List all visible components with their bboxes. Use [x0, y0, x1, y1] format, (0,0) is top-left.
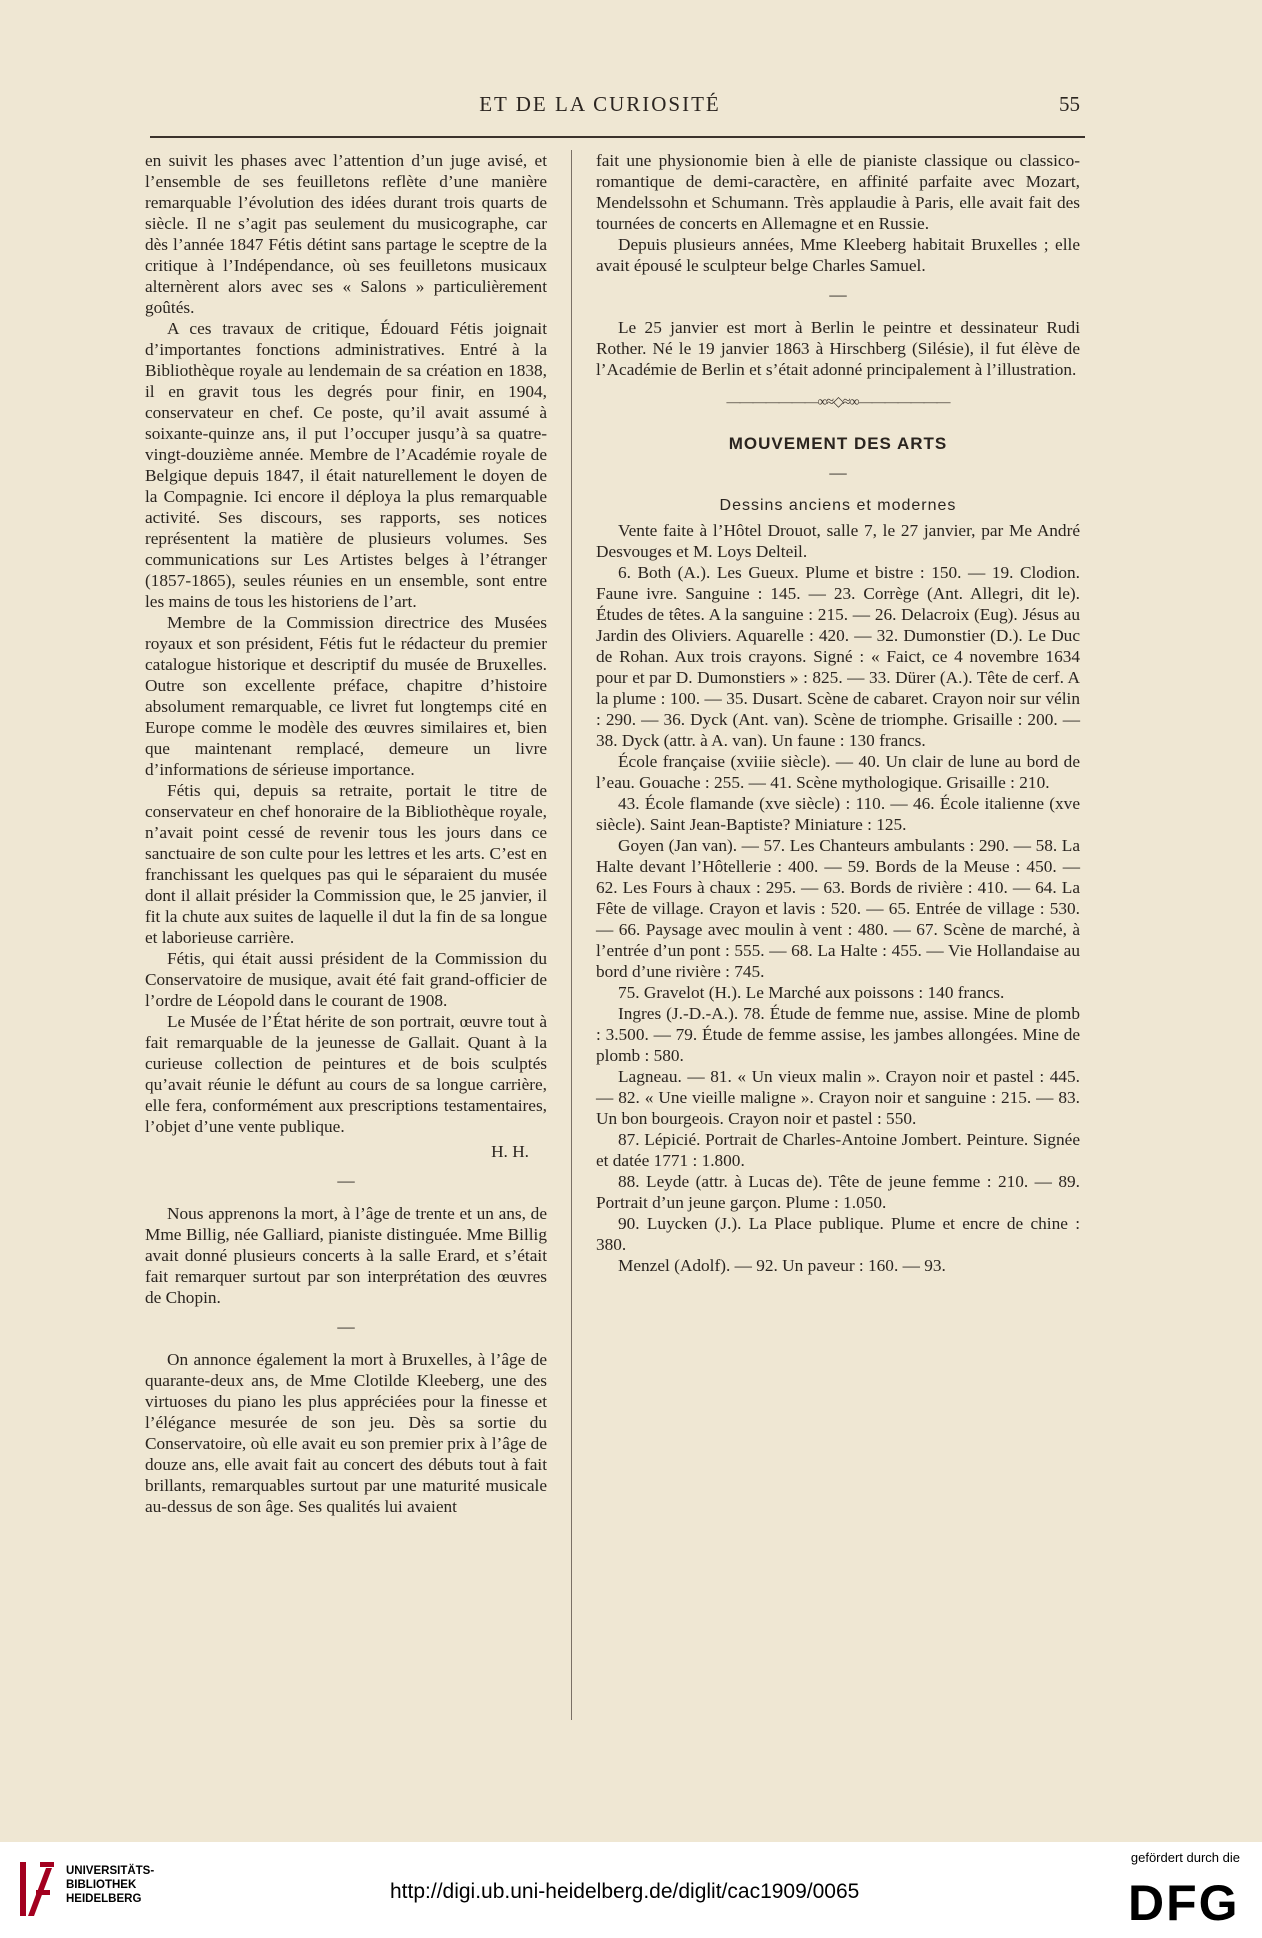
running-title: ET DE LA CURIOSITÉ [479, 92, 721, 116]
paragraph: Membre de la Commission directrice des Musées royaux et son président, Fétis fut le rédacteur du premier catalogue historique et descriptif du musée de Bruxelles. Outre son excellente préface, chapitre d’histoire absolument remarquable, ce livret fut longtemps cité en Europe comme le modèle des œuvres similaires et, bien que maintenant remplacé, demeure un livre d’informations de sérieuse importance. [145, 613, 547, 779]
paragraph: Le 25 janvier est mort à Berlin le peintre et dessinateur Rudi Rother. Né le 19 janvier 1863 à Hirschberg (Silésie), il fut élève de l’Académie de Berlin et s’était adonné principalement à l’illustration. [596, 318, 1080, 379]
paragraph: Nous apprenons la mort, à l’âge de trente et un ans, de Mme Billig, née Galliard, pianiste distinguée. Mme Billig avait donné plusieurs concerts à la salle Erard, et s’était fait remarquer surtout par son interprétation des œuvres de Chopin. [145, 1204, 547, 1307]
left-column [145, 150, 547, 1517]
separator: — [337, 1171, 355, 1190]
svg-text:DFG: DFG [1128, 1876, 1240, 1926]
header-rule [150, 136, 1085, 138]
sale-entry: 87. Lépicié. Portrait de Charles-Antoine Jombert. Peinture. Signée et datée 1771 : 1.800. [596, 1130, 1080, 1170]
column-divider [571, 150, 572, 1720]
page-number: 55 [1059, 92, 1080, 116]
sale-entry: 90. Luycken (J.). La Place publique. Plume et encre de chine : 380. [596, 1214, 1080, 1254]
right-column [596, 150, 1080, 1276]
separator: — [337, 1317, 355, 1336]
signature: H. H. [491, 1142, 529, 1161]
sale-entry: Goyen (Jan van). — 57. Les Chanteurs ambulants : 290. — 58. La Halte devant l’Hôtellerie : 400. — 59. Bords de la Meuse : 450. — 62. Les Fours à chaux : 295. — 63. Bords de rivière : 410. — 64. La Fête de village. Crayon et lavis : 520. — 65. Entrée de village : 530. — 66. Paysage avec moulin à vent : 480. — 67. Scène de marché, à l’entrée d’un pont : 555. — 68. La Halte : 455. — Vie Hollandaise au bord d’une rivière : 745. [596, 836, 1080, 981]
section-title: MOUVEMENT DES ARTS [728, 434, 948, 453]
paragraph: Le Musée de l’État hérite de son portrait, œuvre tout à fait remarquable de la jeunesse de Gallait. Quant à la curieuse collection de peintures et de bois sculptés qu’avait réunie le défunt au cours de sa longue carrière, elle fera, conformément aux prescriptions testamentaires, l’objet d’une vente publique. [145, 1012, 547, 1136]
paragraph: A ces travaux de critique, Édouard Fétis joignait d’importantes fonctions administratives. Entré à la Bibliothèque royale au lendemain de sa création en 1838, il en gravit tous les degrés pour finir, en 1904, conservateur en chef. Ce poste, qu’il avait assumé à soixante-quinze ans, il put l’occuper jusqu’à sa quatre-vingt-douzième année. Membre de l’Académie royale de Belgique depuis 1847, il était naturellement le doyen de la Compagnie. Ici encore il déploya la plus remarquable activité. Ses discours, ses rapports, ses notices représentent la matière de plusieurs volumes. Ses communications sur Les Artistes belges à l’étranger (1857-1865), seules réunies en un ensemble, sont entre les mains de tous les historiens de l’art. [145, 319, 547, 611]
paragraph: fait une physionomie bien à elle de pianiste classique ou classico-romantique de demi-caractère, en affinité parfaite avec Mozart, Mendelssohn et Schumann. Très applaudie à Paris, elle avait fait des tournées de concerts en Allemagne et en Russie. [596, 151, 1080, 233]
sale-entry: Lagneau. — 81. « Un vieux malin ». Crayon noir et pastel : 445. — 82. « Une vieille maligne ». Crayon noir et sanguine : 215. — 83. Un bon bourgeois. Crayon noir et pastel : 550. [596, 1067, 1080, 1128]
ornament-divider: ———————∞≈◇≈∞——————— [726, 395, 950, 410]
digitization-footer [0, 1842, 1262, 1938]
library-logo-icon [18, 1860, 56, 1918]
paragraph: On annonce également la mort à Bruxelles, à l’âge de quarante-deux ans, de Mme Clotilde Kleeberg, une des virtuoses du piano les plus appréciées pour la finesse et l’élégance mesurée de son jeu. Dès sa sortie du Conservatoire, où elle avait eu son premier prix à l’âge de douze ans, elle avait fait au concert des débuts tout à fait brillants, remarquables surtout par une maturité musicale au-dessus de son âge. Ses qualités lui avaient [145, 1350, 547, 1516]
sale-entry: 6. Both (A.). Les Gueux. Plume et bistre : 150. — 19. Clodion. Faune ivre. Sanguine : 145. — 23. Corrège (Ant. Allegri, dit le). Études de têtes. A la sanguine : 215. — 26. Delacroix (Eug). Jésus au Jardin des Oliviers. Aquarelle : 420. — 32. Dumonstier (D.). Le Duc de Rohan. Aux trois crayons. Signé : « Faict, ce 4 novembre 1634 pour et par D. Dumonstiers » : 825. — 33. Dürer (A.). Tête de cerf. A la plume : 100. — 35. Dusart. Scène de cabaret. Crayon noir sur vélin : 290. — 36. Dyck (Ant. van). Scène de triomphe. Grisaille : 200. — 38. Dyck (attr. à A. van). Un faune : 130 francs. [596, 563, 1080, 750]
paragraph: Fétis qui, depuis sa retraite, portait le titre de conservateur en chef honoraire de la Bibliothèque royale, n’avait point cessé de revenir tous les jours dans ce sanctuaire de son culte pour les lettres et les arts. C’est en franchissant les quelques pas qui le séparaient du musée dont il allait présider la Commission que, le 25 janvier, il fit la chute aux suites de laquelle il dut la fin de sa longue et laborieuse carrière. [145, 781, 547, 947]
sale-entry: Ingres (J.-D.-A.). 78. Étude de femme nue, assise. Mine de plomb : 3.500. — 79. Étude de femme assise, les jambes allongées. Mine de plomb : 580. [596, 1004, 1080, 1065]
subsection-title: Dessins anciens et modernes [719, 497, 957, 514]
permalink-url[interactable]: http://digi.ub.uni-heidelberg.de/diglit/cac1909/0065 [390, 1880, 860, 1903]
library-name [66, 1864, 154, 1906]
sale-entry: 88. Leyde (attr. à Lucas de). Tête de jeune femme : 210. — 89. Portrait d’un jeune garçon. Plume : 1.050. [596, 1172, 1080, 1212]
section-dash: — [829, 463, 847, 482]
paragraph: Fétis, qui était aussi président de la Commission du Conservatoire de musique, avait été fait grand-officier de l’ordre de Léopold dans le courant de 1908. [145, 949, 547, 1010]
library-name-line: HEIDELBERG [66, 1893, 142, 1905]
page-header [120, 92, 1080, 126]
paragraph: Depuis plusieurs années, Mme Kleeberg habitait Bruxelles ; elle avait épousé le sculpteur belge Charles Samuel. [596, 235, 1080, 275]
dfg-logo-icon [1126, 1876, 1244, 1926]
paragraph: en suivit les phases avec l’attention d’un juge avisé, et l’ensemble de ses feuilletons reflète d’une manière remarquable l’évolution des idées durant trois quarts de siècle. Il ne s’agit pas seulement du musicographe, car dès l’année 1847 Fétis détint sans partage le sceptre de la critique à l’Indépendance, où ses feuilletons musicaux alternèrent alors avec ses « Salons » particulièrement goûtés. [145, 151, 547, 317]
separator: — [829, 285, 847, 304]
sale-intro: Vente faite à l’Hôtel Drouot, salle 7, le 27 janvier, par Me André Desvouges et M. Loys Delteil. [596, 521, 1080, 561]
sale-entry: Menzel (Adolf). — 92. Un paveur : 160. — 93. [618, 1256, 946, 1275]
sale-entry: 43. École flamande (xve siècle) : 110. — 46. École italienne (xve siècle). Saint Jean-Baptiste? Miniature : 125. [596, 794, 1080, 834]
sale-entry: École française (xviiie siècle). — 40. Un clair de lune au bord de l’eau. Gouache : 255. — 41. Scène mythologique. Grisaille : 210. [596, 752, 1080, 792]
funding-caption: gefördert durch die [1130, 1850, 1240, 1865]
library-name-line: UNIVERSITÄTS- [66, 1865, 155, 1877]
sale-entry: 75. Gravelot (H.). Le Marché aux poissons : 140 francs. [618, 983, 1005, 1002]
library-name-line: BIBLIOTHEK [66, 1879, 137, 1891]
